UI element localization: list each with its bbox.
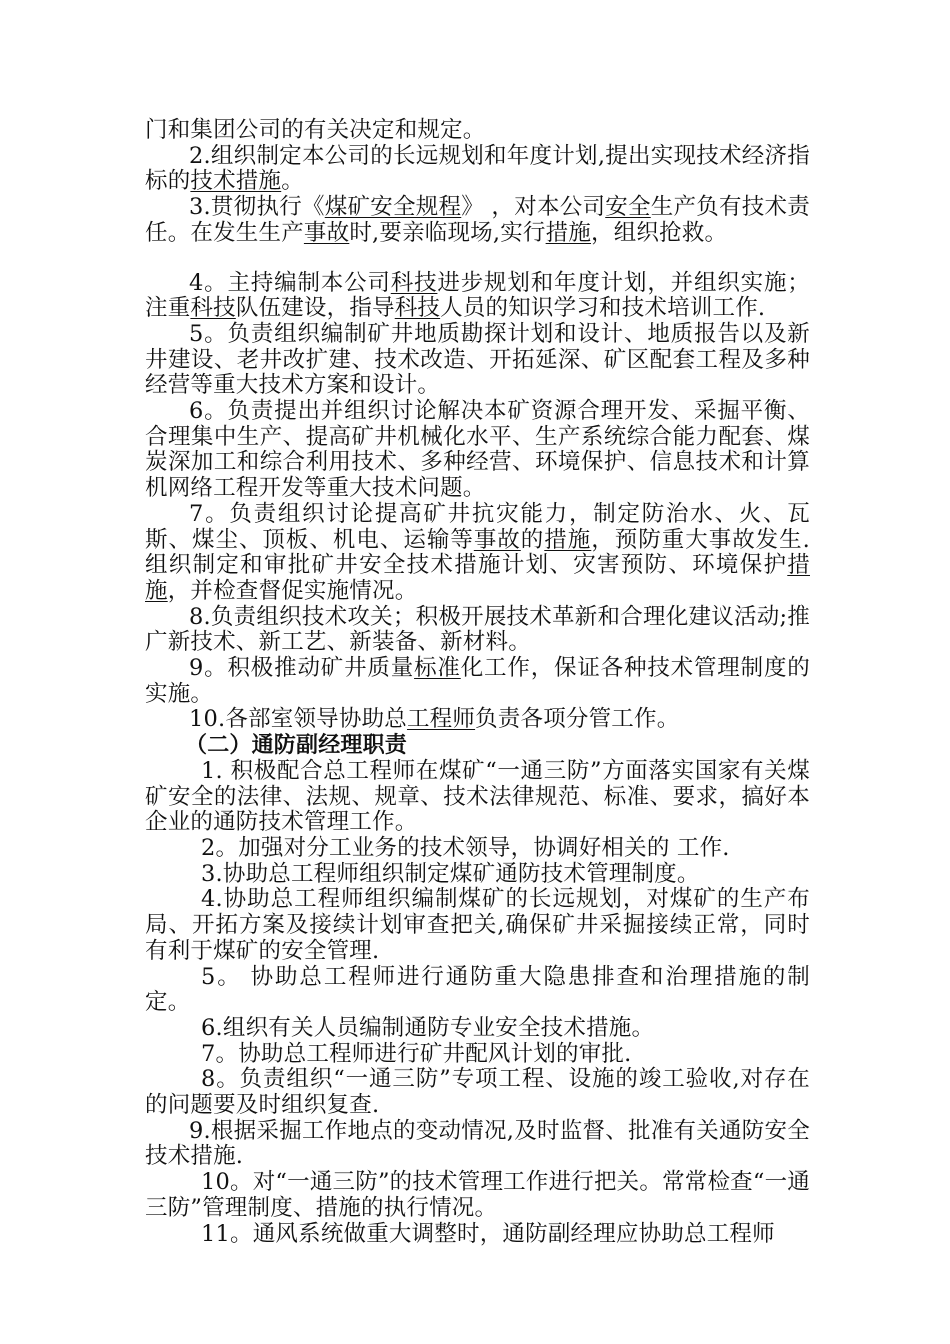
text-run: 。 bbox=[281, 168, 304, 195]
text-run: 2.组织制定本公司的长远规划和年度计划,提出实现技术经济指标的 bbox=[145, 142, 810, 195]
paragraph bbox=[145, 759, 810, 836]
paragraph bbox=[145, 1222, 810, 1248]
text-run: 4.协助总工程师组织编制煤矿的长远规划，对煤矿的生产布局、开拓方案及接续计划审查把关,确保矿井采掘接续正常，同时有利于煤矿的安全管理. bbox=[145, 886, 810, 964]
text-run: 8.负责组织技术攻关；积极开展技术革新和合理化建议活动;推广新技术、新工艺、新装备、新材料。 bbox=[145, 603, 810, 656]
text-run: 3.协助总工程师组织制定煤矿通防技术管理制度。 bbox=[201, 860, 700, 887]
text-run: 6。负责提出并组织讨论解决本矿资源合理开发、采掘平衡、合理集中生产、提高矿井机械化水平、生产系统综合能力配套、煤炭深加工和综合利用技术、多种经营、环境保护、信息技术和计算机网络工程开发等重大技术问题。 bbox=[145, 398, 810, 502]
text-run: 8。负责组织“一通三防”专项工程、设施的竣工验收,对存在的问题要及时组织复查. bbox=[145, 1066, 810, 1119]
paragraph bbox=[145, 862, 810, 888]
text-run: 队伍建设，指导 bbox=[235, 295, 395, 322]
text-run: 时,要亲临现场,实行 bbox=[349, 219, 546, 246]
text-run: 》 ，对本公司 bbox=[461, 194, 606, 221]
underlined-term: 安全 bbox=[605, 194, 651, 221]
underlined-term: 事故 bbox=[303, 219, 350, 246]
underlined-term: 标准 bbox=[414, 655, 461, 682]
underlined-term: 措施 bbox=[544, 526, 592, 553]
paragraph bbox=[145, 271, 810, 322]
paragraph bbox=[145, 1042, 810, 1068]
text-run: 9.根据采掘工作地点的变动情况,及时监督、批准有关通防安全技术措施. bbox=[145, 1117, 810, 1170]
document-body bbox=[145, 118, 810, 1247]
text-run: 4。主持编制本公司 bbox=[189, 269, 391, 296]
text-run: （二）通防副经理职责 bbox=[185, 733, 408, 759]
paragraph bbox=[145, 605, 810, 656]
text-run: 生产负有技术责任。在发生生产 bbox=[145, 194, 810, 246]
text-run: 1. 积极配合总工程师在煤矿“一通三防”方面落实国家有关煤矿安全的法律、法规、规章、技术法律规范、标准、要求，搞好本企业的通防技术管理工作。 bbox=[145, 757, 810, 836]
text-run: 门和集团公司的有关决定和规定。 bbox=[145, 117, 486, 143]
underlined-term: 煤矿安全规程 bbox=[324, 194, 462, 221]
text-run: ，预防重大事故发生.组织制定和审批矿井安全技术措施计划、灾害预防、环境保护 bbox=[145, 526, 811, 579]
paragraph bbox=[145, 656, 810, 707]
text-run: 5。负责组织编制矿井地质勘探计划和设计、地质报告以及新井建设、老井改扩建、技术改造、开拓延深、矿区配套工程及多种经营等重大技术方案和设计。 bbox=[145, 320, 810, 399]
paragraph bbox=[145, 399, 810, 502]
underlined-term: 科技 bbox=[394, 295, 441, 322]
paragraph bbox=[145, 118, 810, 144]
underlined-term: 事故 bbox=[473, 526, 521, 553]
paragraph bbox=[145, 502, 810, 605]
text-run: 7。负责组织讨论提高矿井抗灾能力，制定防治水、火、瓦斯、煤尘、顶板、机电、运输等 bbox=[145, 500, 810, 553]
paragraph bbox=[145, 836, 810, 862]
underlined-term: 工程师 bbox=[406, 706, 476, 733]
text-run: 进步规划和年度计划，并组织实施；注重 bbox=[145, 269, 810, 322]
text-run: 人员的知识学习和技术培训工作. bbox=[440, 295, 766, 322]
text-run: 2。加强对分工业务的技术领导，协调好相关的 工作. bbox=[201, 834, 730, 861]
paragraph bbox=[145, 1016, 810, 1042]
document-content bbox=[145, 118, 810, 1247]
text-run: 9。积极推动矿井质量 bbox=[189, 655, 415, 682]
text-run: 7。协助总工程师进行矿井配风计划的审批. bbox=[201, 1040, 632, 1067]
text-run: 6.组织有关人员编制通防专业安全技术措施。 bbox=[201, 1014, 655, 1041]
section-heading bbox=[145, 733, 810, 759]
text-run: 的 bbox=[520, 526, 545, 553]
paragraph bbox=[145, 965, 810, 1016]
paragraph bbox=[145, 1119, 810, 1170]
underlined-term: 科技 bbox=[190, 295, 236, 322]
paragraph bbox=[145, 144, 810, 195]
text-run: 3.贯彻执行《 bbox=[189, 194, 325, 221]
text-run: 负责各项分管工作。 bbox=[475, 706, 680, 733]
underlined-term: 科技 bbox=[390, 269, 438, 296]
underlined-term: 技术措施 bbox=[190, 168, 282, 195]
paragraph bbox=[145, 1170, 810, 1221]
paragraph bbox=[145, 195, 810, 246]
text-run: ，组织抢救。 bbox=[591, 219, 728, 246]
text-run: 10。对“一通三防”的技术管理工作进行把关。常常检查“一通三防”管理制度、措施的执行情况。 bbox=[145, 1169, 810, 1221]
paragraph bbox=[145, 707, 810, 733]
paragraph bbox=[145, 322, 810, 399]
text-run: 化工作，保证各种技术管理制度的实施。 bbox=[145, 655, 810, 707]
text-run: ，并检查督促实施情况。 bbox=[167, 577, 418, 604]
underlined-term: 措施 bbox=[145, 552, 810, 604]
paragraph bbox=[145, 1067, 810, 1118]
text-run: 10.各部室领导协助总 bbox=[189, 706, 407, 733]
text-run: 5。 协助总工程师进行通防重大隐患排查和治理措施的制定。 bbox=[145, 963, 810, 1016]
paragraph bbox=[145, 887, 810, 964]
text-run: 11。通风系统做重大调整时，通防副经理应协助总工程师 bbox=[201, 1220, 775, 1247]
paragraph-gap bbox=[145, 247, 810, 271]
underlined-term: 措施 bbox=[545, 219, 592, 246]
